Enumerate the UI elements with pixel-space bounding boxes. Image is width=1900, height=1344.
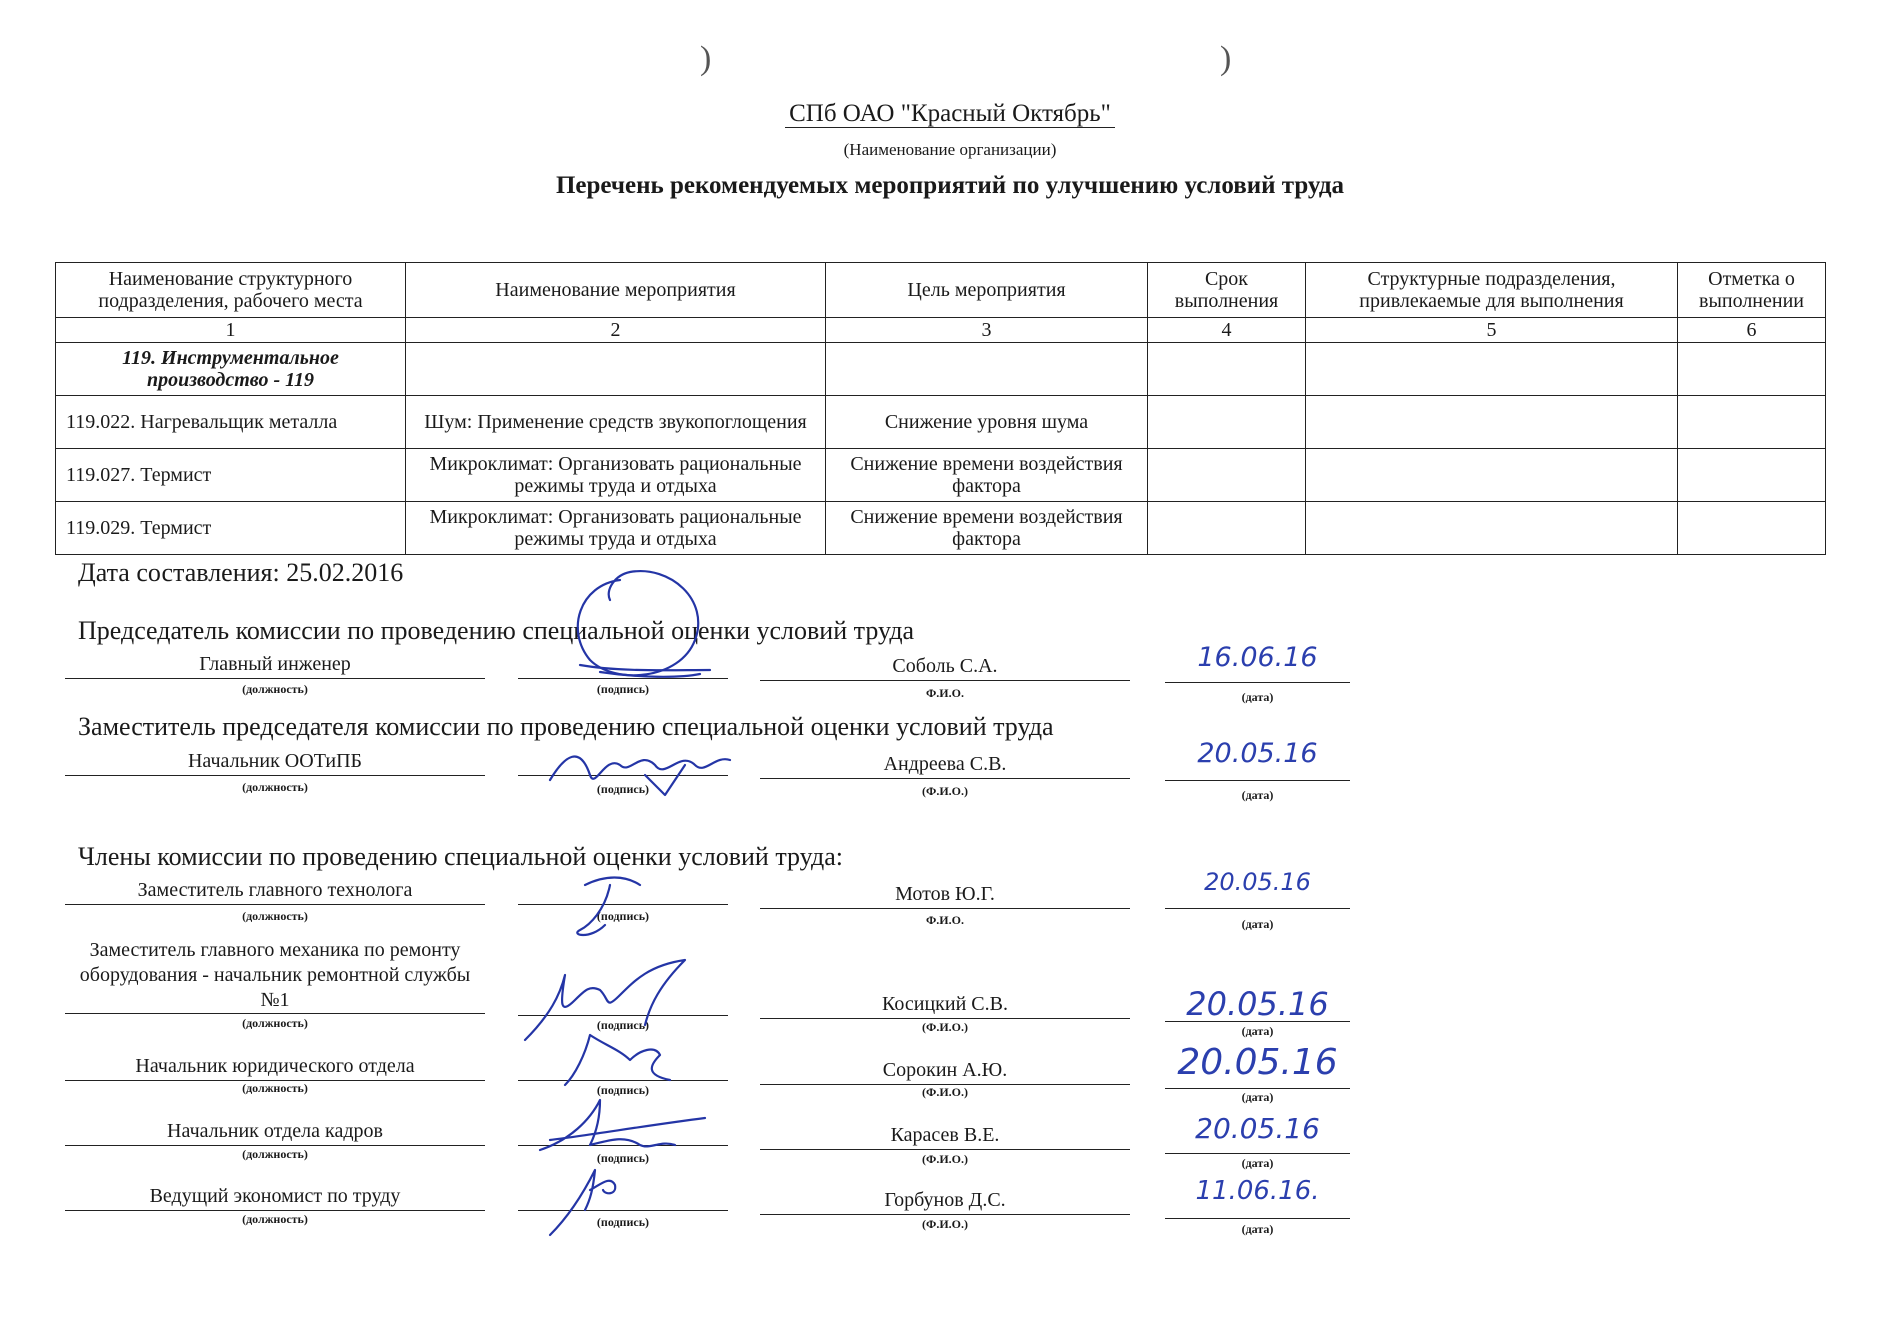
caption-position: (должность) (242, 1016, 308, 1030)
column-number: 3 (826, 318, 1148, 343)
column-number-row (56, 318, 1826, 343)
column-header: Срок выполнения (1148, 263, 1306, 318)
goal-cell: Снижение времени воздействия фактора (826, 502, 1148, 555)
caption-signature: (подпись) (596, 782, 650, 796)
column-header: Наименование мероприятия (406, 263, 826, 318)
caption-date: (дата) (1241, 1024, 1274, 1038)
member-position: Начальник юридического отдела (65, 1052, 485, 1081)
units-cell (1306, 449, 1678, 502)
measure-cell: Шум: Применение средств звукопоглощения (406, 396, 826, 449)
punch-mark-left: ) (700, 40, 712, 77)
column-number: 2 (406, 318, 826, 343)
caption-name: (Ф.И.О.) (922, 1217, 968, 1231)
members-heading: Члены комиссии по проведению специальной оценки условий труда: (78, 842, 844, 871)
column-number: 6 (1678, 318, 1826, 343)
workplace-cell: 119.029. Термист (56, 502, 406, 555)
column-header: Наименование структурного подразделения, рабочего места (56, 263, 406, 318)
deputy-name: Андреева С.В. (760, 750, 1130, 779)
document-title: Перечень рекомендуемых мероприятий по улучшению условий труда (555, 172, 1345, 199)
chairman-date: 16.06.16 (1197, 642, 1318, 673)
column-header: Отметка о выполнении (1678, 263, 1826, 318)
caption-name: (Ф.И.О.) (922, 1152, 968, 1166)
caption-position: (должность) (242, 1147, 308, 1161)
member-date: 20.05.16 (1195, 1112, 1320, 1145)
caption-signature: (подпись) (596, 909, 650, 923)
caption-name: (Ф.И.О.) (922, 1020, 968, 1034)
mark-cell (1678, 502, 1826, 555)
member-name: Карасев В.Е. (760, 1121, 1130, 1150)
caption-name: (Ф.И.О.) (922, 784, 968, 798)
section-title: 119. Инструментальное производство - 119 (56, 343, 406, 396)
handwritten-signature-icon (545, 735, 735, 805)
chairman-heading: Председатель комиссии по проведению специальной оценки условий труда (78, 616, 915, 645)
caption-signature: (подпись) (596, 1018, 650, 1032)
caption-name: (Ф.И.О.) (922, 1085, 968, 1099)
member-position: Начальник отдела кадров (65, 1117, 485, 1146)
caption-name: Ф.И.О. (926, 913, 964, 927)
member-name: Мотов Ю.Г. (760, 880, 1130, 909)
caption-position: (должность) (242, 909, 308, 923)
chairman-position: Главный инженер (65, 650, 485, 679)
handwritten-signature-icon (530, 1090, 710, 1160)
deputy-heading: Заместитель председателя комиссии по проведению специальной оценки условий труда (78, 712, 1054, 741)
term-cell (1148, 449, 1306, 502)
table-row (56, 396, 1826, 449)
caption-signature: (подпись) (596, 1215, 650, 1229)
table-header-row (56, 263, 1826, 318)
table-section-row (56, 343, 1826, 396)
caption-date: (дата) (1241, 1090, 1274, 1104)
member-name: Косицкий С.В. (760, 990, 1130, 1019)
caption-date: (дата) (1241, 1222, 1274, 1236)
term-cell (1148, 502, 1306, 555)
caption-position: (должность) (242, 682, 308, 696)
deputy-date: 20.05.16 (1197, 738, 1318, 769)
measure-cell: Микроклимат: Организовать рациональные режимы труда и отдыха (406, 502, 826, 555)
workplace-cell: 119.022. Нагревальщик металла (56, 396, 406, 449)
member-name: Сорокин А.Ю. (760, 1056, 1130, 1085)
caption-position: (должность) (242, 1212, 308, 1226)
handwritten-signature-icon (565, 870, 665, 940)
measures-table (55, 262, 1826, 555)
deputy-position: Начальник ООТиПБ (65, 747, 485, 776)
caption-date: (дата) (1241, 1156, 1274, 1170)
member-name: Горбунов Д.С. (760, 1186, 1130, 1215)
table-row (56, 449, 1826, 502)
column-number: 5 (1306, 318, 1678, 343)
units-cell (1306, 396, 1678, 449)
caption-signature: (подпись) (596, 1151, 650, 1165)
caption-date: (дата) (1241, 690, 1274, 704)
caption-signature: (подпись) (596, 682, 650, 696)
caption-name: Ф.И.О. (926, 686, 964, 700)
caption-signature: (подпись) (596, 1083, 650, 1097)
caption-date: (дата) (1241, 788, 1274, 802)
member-position: Заместитель главного механика по ремонту оборудования - начальник ремонтной службы №1 (65, 938, 485, 1014)
member-position: Ведущий экономист по труду (65, 1182, 485, 1211)
handwritten-signature-icon (560, 560, 720, 690)
caption-date: (дата) (1241, 917, 1274, 931)
organization-name: СПб ОАО "Красный Октябрь" (0, 100, 1900, 128)
column-header: Структурные подразделения, привлекаемые для выполнения (1306, 263, 1678, 318)
measure-cell: Микроклимат: Организовать рациональные режимы труда и отдыха (406, 449, 826, 502)
goal-cell: Снижение времени воздействия фактора (826, 449, 1148, 502)
member-position: Заместитель главного технолога (65, 876, 485, 905)
chairman-name: Соболь С.А. (760, 652, 1130, 681)
caption-position: (должность) (242, 780, 308, 794)
member-date: 11.06.16. (1195, 1176, 1320, 1206)
workplace-cell: 119.027. Термист (56, 449, 406, 502)
term-cell (1148, 396, 1306, 449)
member-date: 20.05.16 (1186, 985, 1329, 1023)
column-header: Цель мероприятия (826, 263, 1148, 318)
member-date: 20.05.16 (1204, 868, 1311, 896)
goal-cell: Снижение уровня шума (826, 396, 1148, 449)
mark-cell (1678, 449, 1826, 502)
compiled-date: Дата составления: 25.02.2016 (78, 558, 404, 587)
table-row (56, 502, 1826, 555)
column-number: 4 (1148, 318, 1306, 343)
organization-caption: (Наименование организации) (843, 140, 1057, 159)
caption-position: (должность) (242, 1081, 308, 1095)
units-cell (1306, 502, 1678, 555)
mark-cell (1678, 396, 1826, 449)
column-number: 1 (56, 318, 406, 343)
member-date: 20.05.16 (1177, 1042, 1338, 1083)
punch-mark-right: ) (1220, 40, 1232, 77)
handwritten-signature-icon (545, 1160, 655, 1240)
